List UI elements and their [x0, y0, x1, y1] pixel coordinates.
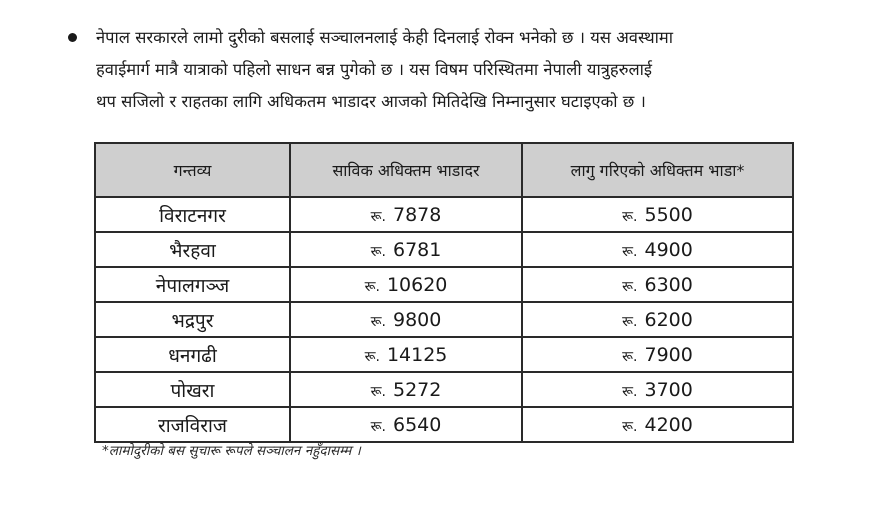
- new-fare-cell: [522, 197, 793, 232]
- currency-label: रू.: [622, 278, 638, 295]
- bullet-icon: [68, 33, 77, 42]
- destination-cell: विराटनगर: [95, 197, 290, 232]
- new-fare-cell: [522, 372, 793, 407]
- fare-table: [94, 142, 794, 443]
- currency-label: रू.: [622, 348, 638, 365]
- fare-amount: 4900: [644, 238, 693, 261]
- old-fare-cell: [290, 337, 522, 372]
- old-fare-cell: [290, 232, 522, 267]
- paragraph-line: थप सजिलो र राहतका लागि अधिकतम भाडादर आजको मितिदेखि निम्नानुसार घटाइएको छ ।: [96, 92, 646, 111]
- new-fare-cell: [522, 267, 793, 302]
- old-fare-cell: [290, 372, 522, 407]
- currency-label: रू.: [622, 418, 638, 435]
- old-fare-cell: [290, 267, 522, 302]
- destination-cell: राजविराज: [95, 407, 290, 442]
- fare-amount: 6200: [644, 308, 693, 331]
- currency-label: रू.: [622, 243, 638, 260]
- table-row: [95, 372, 793, 407]
- currency-label: रू.: [622, 208, 638, 225]
- fare-amount: 7878: [392, 203, 442, 226]
- table-header-row: [95, 143, 793, 197]
- currency-label: रू.: [370, 243, 386, 260]
- paragraph-line: हवाईमार्ग मात्रै यात्राको पहिलो साधन बन्न पुगेको छ । यस विषम परिस्थितमा नेपाली यात्रुहरुलाई: [96, 60, 653, 79]
- currency-label: रू.: [622, 313, 638, 330]
- paragraph-lines: [96, 22, 856, 118]
- fare-amount: 5272: [392, 378, 442, 401]
- destination-cell: भद्रपुर: [95, 302, 290, 337]
- currency-label: रू.: [622, 383, 638, 400]
- table-row: [95, 302, 793, 337]
- fare-amount: 9800: [392, 308, 442, 331]
- fare-amount: 3700: [644, 378, 693, 401]
- currency-label: रू.: [364, 278, 380, 295]
- fare-amount: 6781: [392, 238, 442, 261]
- old-fare-cell: [290, 407, 522, 442]
- header-destination: गन्तव्य: [95, 143, 290, 197]
- footnote: *लामोदुरीको बस सुचारू रूपले सञ्चालन नहुँदासम्म ।: [102, 443, 361, 459]
- table-row: [95, 337, 793, 372]
- table-row: [95, 407, 793, 442]
- currency-label: रू.: [370, 418, 386, 435]
- table-row: [95, 232, 793, 267]
- destination-cell: भैरहवा: [95, 232, 290, 267]
- new-fare-cell: [522, 302, 793, 337]
- fare-amount: 4200: [644, 413, 693, 436]
- fare-amount: 6300: [644, 273, 693, 296]
- old-fare-cell: [290, 197, 522, 232]
- destination-cell: धनगढी: [95, 337, 290, 372]
- paragraph-line: नेपाल सरकारले लामो दुरीको बसलाई सञ्चालनलाई केही दिनलाई रोक्न भनेको छ । यस अवस्थामा: [96, 28, 674, 47]
- destination-cell: नेपालगञ्ज: [95, 267, 290, 302]
- old-fare-cell: [290, 302, 522, 337]
- fare-amount: 5500: [644, 203, 693, 226]
- currency-label: रू.: [370, 208, 386, 225]
- currency-label: रू.: [370, 383, 386, 400]
- table-body: [95, 197, 793, 442]
- new-fare-cell: [522, 407, 793, 442]
- fare-amount: 10620: [386, 273, 448, 296]
- header-old-fare: साविक अधिक्तम भाडादर: [290, 143, 522, 197]
- fare-amount: 7900: [644, 343, 693, 366]
- new-fare-cell: [522, 337, 793, 372]
- table-row: [95, 267, 793, 302]
- currency-label: रू.: [364, 348, 380, 365]
- destination-cell: पोखरा: [95, 372, 290, 407]
- header-new-fare: लागु गरिएको अधिक्तम भाडा*: [522, 143, 793, 197]
- fare-amount: 14125: [386, 343, 448, 366]
- fare-amount: 6540: [392, 413, 442, 436]
- table-row: [95, 197, 793, 232]
- new-fare-cell: [522, 232, 793, 267]
- currency-label: रू.: [370, 313, 386, 330]
